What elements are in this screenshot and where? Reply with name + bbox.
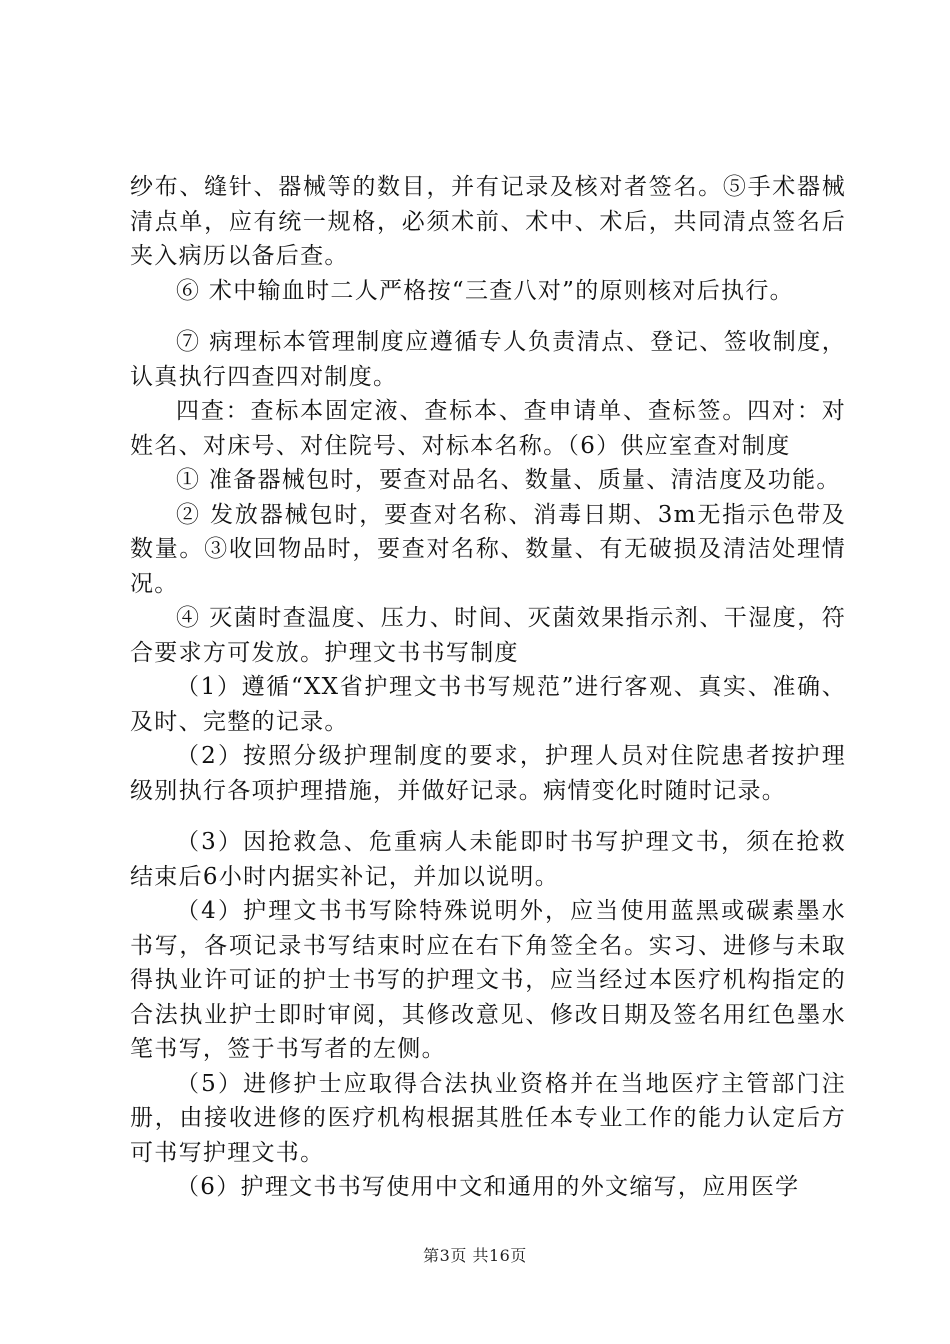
document-body	[130, 170, 846, 1205]
paragraph: （2）按照分级护理制度的要求，护理人员对住院患者按护理级别执行各项护理措施，并做好记录。病情变化时随时记录。	[130, 743, 846, 804]
paragraph: （4）护理文书书写除特殊说明外，应当使用蓝黑或碳素墨水书写，各项记录书写结束时应在右下角签全名。实习、进修与未取得执业许可证的护士书写的护理文书，应当经过本医疗机构指定的合法执业护士即时审阅，其修改意见、修改日期及签名用红色墨水笔书写，签于书写者的左侧。	[130, 898, 846, 1062]
paragraph: 纱布、缝针、器械等的数目，并有记录及核对者签名。⑤手术器械清点单，应有统一规格，必须术前、术中、术后，共同清点签名后夹入病历以备后查。	[130, 174, 846, 269]
paragraph: （3）因抢救急、危重病人未能即时书写护理文书，须在抢救结束后6小时内据实补记，并加以说明。	[130, 829, 846, 890]
paragraph: ⑦ 病理标本管理制度应遵循专人负责清点、登记、签收制度，认真执行四查四对制度。	[130, 329, 846, 390]
page-footer: 第3页 共16页	[423, 1246, 527, 1265]
paragraph: ⑥ 术中输血时二人严格按“三查八对”的原则核对后执行。	[176, 277, 794, 304]
paragraph: （5）进修护士应取得合法执业资格并在当地医疗主管部门注册，由接收进修的医疗机构根据其胜任本专业工作的能力认定后方可书写护理文书。	[130, 1070, 846, 1166]
paragraph: （1）遵循“XX省护理文书书写规范”进行客观、真实、准确、及时、完整的记录。	[130, 674, 846, 735]
paragraph: 四查：查标本固定液、查标本、查申请单、查标签。四对：对姓名、对床号、对住院号、对标本名称。（6）供应室查对制度	[130, 398, 846, 459]
paragraph: （6）护理文书书写使用中文和通用的外文缩写，应用医学	[176, 1174, 800, 1200]
paragraph: ④ 灭菌时查温度、压力、时间、灭菌效果指示剂、干湿度，符合要求方可发放。护理文书书写制度	[130, 605, 846, 666]
paragraph: ① 准备器械包时，要查对品名、数量、质量、清洁度及功能。	[176, 467, 841, 493]
paragraph: ② 发放器械包时，要查对名称、消毒日期、3m无指示色带及数量。③收回物品时，要查对名称、数量、有无破损及清洁处理情况。	[130, 501, 846, 597]
